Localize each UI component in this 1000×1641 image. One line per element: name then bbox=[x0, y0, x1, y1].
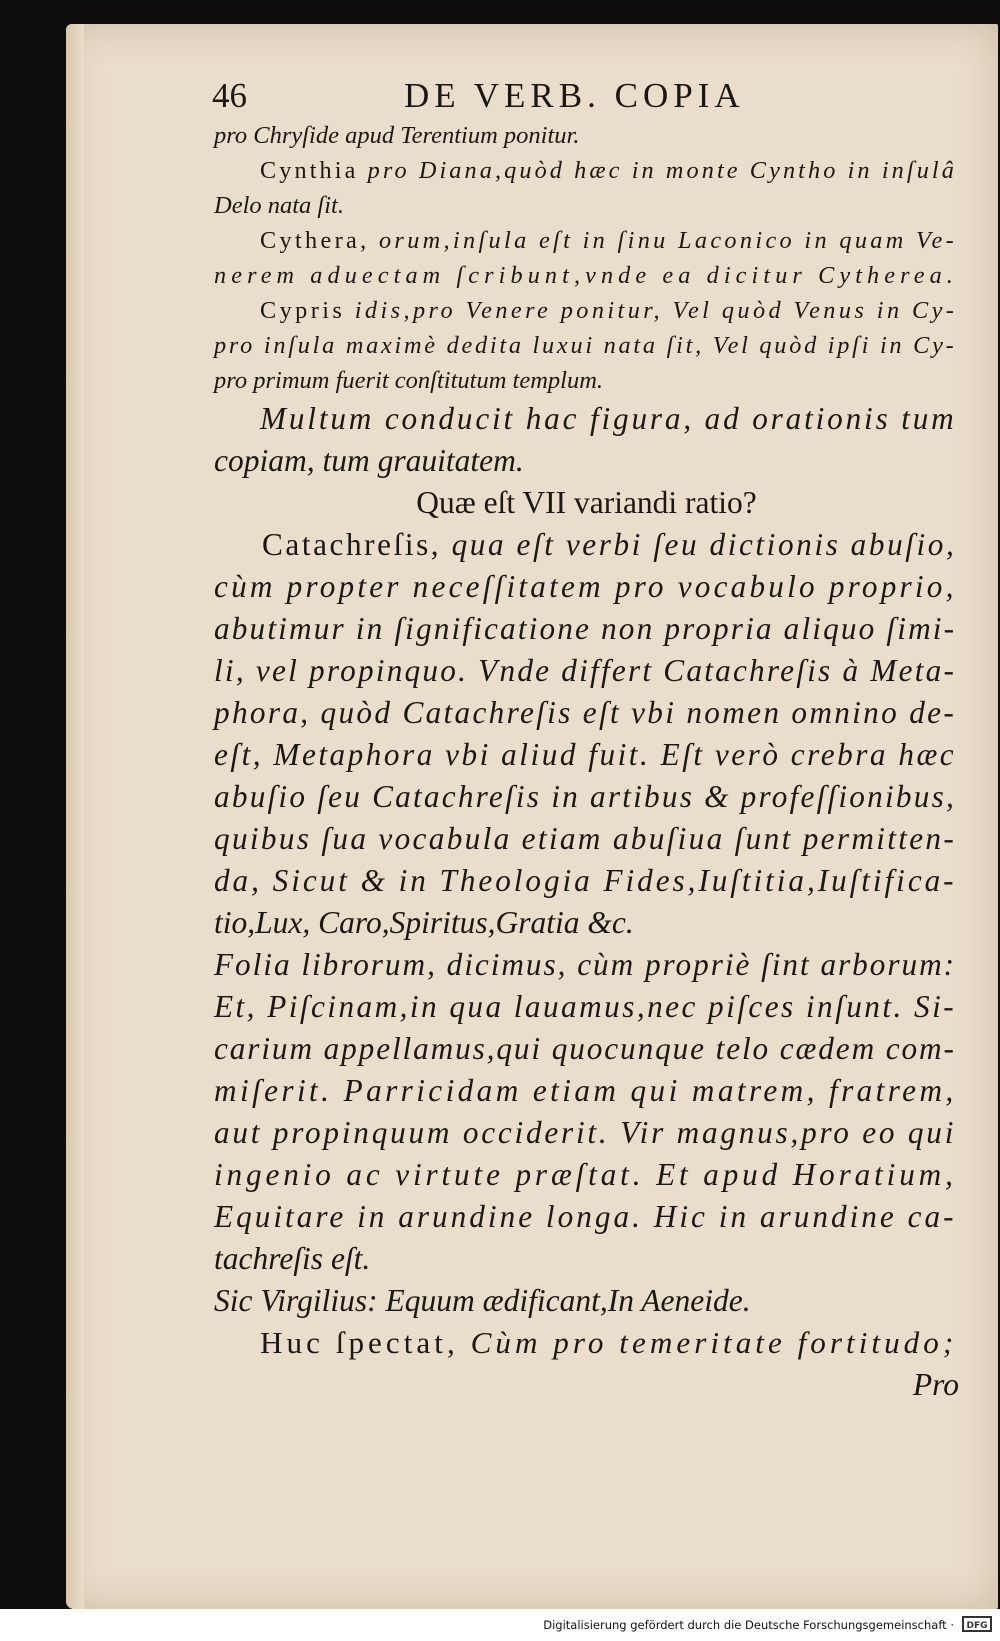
text-line bbox=[214, 902, 959, 944]
italic-text: qua eſt verbi ſeu dictionis abuſio, bbox=[451, 527, 957, 562]
italic-text: Multum conducit hac figura, ad orationis tum bbox=[260, 401, 957, 436]
line-text bbox=[214, 1241, 370, 1276]
italic-text: Pro bbox=[912, 1367, 959, 1402]
roman-text: Quæ eſt VII variandi ratio? bbox=[416, 485, 757, 520]
text-line bbox=[214, 608, 959, 650]
text-line bbox=[214, 293, 959, 328]
line-text bbox=[260, 157, 957, 184]
italic-text: Sic Virgilius: Equum ædificant,In Aeneide. bbox=[214, 1283, 751, 1318]
italic-text: copiam, tum grauitatem. bbox=[214, 443, 524, 478]
line-text bbox=[214, 1115, 956, 1150]
italic-text: pro Diana,quòd hæc in monte Cyntho in inſulâ bbox=[367, 157, 957, 184]
line-text bbox=[416, 485, 757, 520]
roman-text: Cypris bbox=[260, 297, 355, 324]
text-line bbox=[214, 734, 959, 776]
roman-text: Cynthia bbox=[260, 157, 368, 184]
page-header bbox=[214, 66, 959, 118]
text-line bbox=[214, 1154, 959, 1196]
text-line bbox=[214, 258, 959, 293]
digitization-footer bbox=[0, 1609, 1000, 1641]
text-line bbox=[214, 650, 959, 692]
italic-text: Et, Piſcinam,in qua lauamus,nec piſces inſunt. Si- bbox=[214, 989, 957, 1024]
italic-text: phora, quòd Catachreſis eſt vbi nomen omnino de- bbox=[214, 695, 957, 730]
text-line bbox=[214, 1196, 959, 1238]
line-text bbox=[214, 737, 956, 772]
italic-text: li, vel propinquo. Vnde differt Catachreſis à Meta- bbox=[214, 653, 957, 688]
italic-text: carium appellamus,qui quocunque telo cædem com- bbox=[214, 1031, 956, 1066]
line-text bbox=[260, 1325, 957, 1360]
italic-text: miſerit. Parricidam etiam qui matrem, fratrem, bbox=[214, 1073, 957, 1108]
text-line bbox=[214, 1364, 959, 1406]
page-number: 46 bbox=[212, 76, 247, 115]
dfg-logo: DFG bbox=[962, 1616, 992, 1632]
page-text-block bbox=[214, 66, 959, 1406]
line-text bbox=[260, 297, 957, 324]
text-line bbox=[214, 440, 959, 482]
text-line bbox=[214, 363, 959, 398]
italic-text: ingenio ac virtute præſtat. Et apud Horatium, bbox=[214, 1157, 957, 1192]
italic-text: quibus ſua vocabula etiam abuſiua ſunt permitten- bbox=[214, 821, 957, 856]
italic-text: abuſio ſeu Catachreſis in artibus & profeſſionibus, bbox=[214, 779, 956, 814]
text-line bbox=[214, 398, 959, 440]
text-line bbox=[214, 1280, 959, 1322]
italic-text: eſt, Metaphora vbi aliud fuit. Eſt verò crebra hæc bbox=[214, 737, 957, 772]
line-text bbox=[214, 611, 956, 646]
italic-text: aut propinquum occiderit. Vir magnus,pro eo qui bbox=[214, 1115, 957, 1150]
line-text bbox=[214, 443, 524, 478]
italic-text: tachreſis eſt. bbox=[214, 1241, 371, 1276]
line-text bbox=[214, 192, 344, 219]
italic-text: pro primum fuerit conſtitutum templum. bbox=[214, 367, 604, 394]
italic-text: idis,pro Venere ponitur, Vel quòd Venus in Cy- bbox=[354, 297, 958, 324]
page-edge bbox=[66, 24, 84, 1609]
italic-text: Equitare in arundine longa. Hic in arundine ca- bbox=[214, 1199, 957, 1234]
line-text bbox=[214, 122, 579, 149]
text-line bbox=[214, 482, 959, 524]
line-text bbox=[214, 569, 957, 604]
line-text bbox=[260, 401, 957, 436]
line-text bbox=[913, 1367, 959, 1402]
italic-text: abutimur in ſignificatione non propria aliquo ſimi- bbox=[214, 611, 957, 646]
italic-text: pro Chryſide apud Terentium ponitur. bbox=[214, 122, 580, 149]
text-line bbox=[214, 566, 959, 608]
italic-text: orum,inſula eſt in ſinu Laconico in quam Ve- bbox=[378, 227, 957, 254]
roman-text: Catachreſis, bbox=[262, 527, 452, 562]
line-text bbox=[214, 863, 957, 898]
line-text bbox=[214, 1283, 751, 1318]
italic-text: da, Sicut & in Theologia Fides,Iuſtitia,Iuſtifica- bbox=[214, 863, 957, 898]
funding-credit: Digitalisierung gefördert durch die Deutsche Forschungsgemeinschaft · bbox=[543, 1618, 954, 1632]
text-line bbox=[214, 860, 959, 902]
text-line bbox=[214, 776, 959, 818]
italic-text: pro inſula maximè dedita luxui nata ſit, Vel quòd ipſi in Cy- bbox=[214, 332, 957, 359]
line-text bbox=[262, 527, 956, 562]
italic-text: nerem aduectam ſcribunt,vnde ea dicitur Cytherea. bbox=[214, 262, 958, 289]
line-text bbox=[214, 989, 956, 1024]
text-line bbox=[214, 118, 959, 153]
italic-text: Folia librorum, dicimus, cùm propriè ſint arborum: bbox=[214, 947, 957, 982]
roman-text: Huc ſpectat, bbox=[260, 1325, 471, 1360]
line-text bbox=[214, 262, 958, 289]
text-line bbox=[214, 1238, 959, 1280]
running-head: DE VERB. COPIA bbox=[404, 76, 745, 115]
line-text bbox=[214, 947, 956, 982]
italic-text: Cùm pro temeritate fortitudo; bbox=[470, 1325, 958, 1360]
roman-text: Cythera, bbox=[260, 227, 379, 254]
text-line bbox=[214, 1112, 959, 1154]
text-line bbox=[214, 328, 959, 363]
text-line bbox=[214, 1028, 959, 1070]
line-text bbox=[214, 1073, 957, 1108]
italic-text: cùm propter neceſſitatem pro vocabulo proprio, bbox=[214, 569, 957, 604]
line-text bbox=[214, 1199, 957, 1234]
line-text bbox=[214, 905, 634, 940]
text-line bbox=[214, 153, 959, 188]
text-line bbox=[214, 524, 959, 566]
text-line bbox=[214, 986, 959, 1028]
line-text bbox=[260, 227, 957, 254]
italic-text: tio,Lux, Caro,Spiritus,Gratia &c. bbox=[214, 905, 634, 940]
text-lines bbox=[214, 118, 959, 1406]
line-text bbox=[214, 695, 956, 730]
italic-text: Delo nata ſit. bbox=[214, 192, 344, 219]
text-line bbox=[214, 944, 959, 986]
line-text bbox=[214, 653, 956, 688]
line-text bbox=[214, 779, 956, 814]
text-line bbox=[214, 188, 959, 223]
text-line bbox=[214, 1070, 959, 1112]
text-line bbox=[214, 1322, 959, 1364]
text-line bbox=[214, 818, 959, 860]
line-text bbox=[214, 1157, 957, 1192]
line-text bbox=[214, 332, 956, 359]
line-text bbox=[214, 821, 956, 856]
text-line bbox=[214, 223, 959, 258]
line-text bbox=[214, 367, 603, 394]
line-text bbox=[214, 1031, 956, 1066]
text-line bbox=[214, 692, 959, 734]
